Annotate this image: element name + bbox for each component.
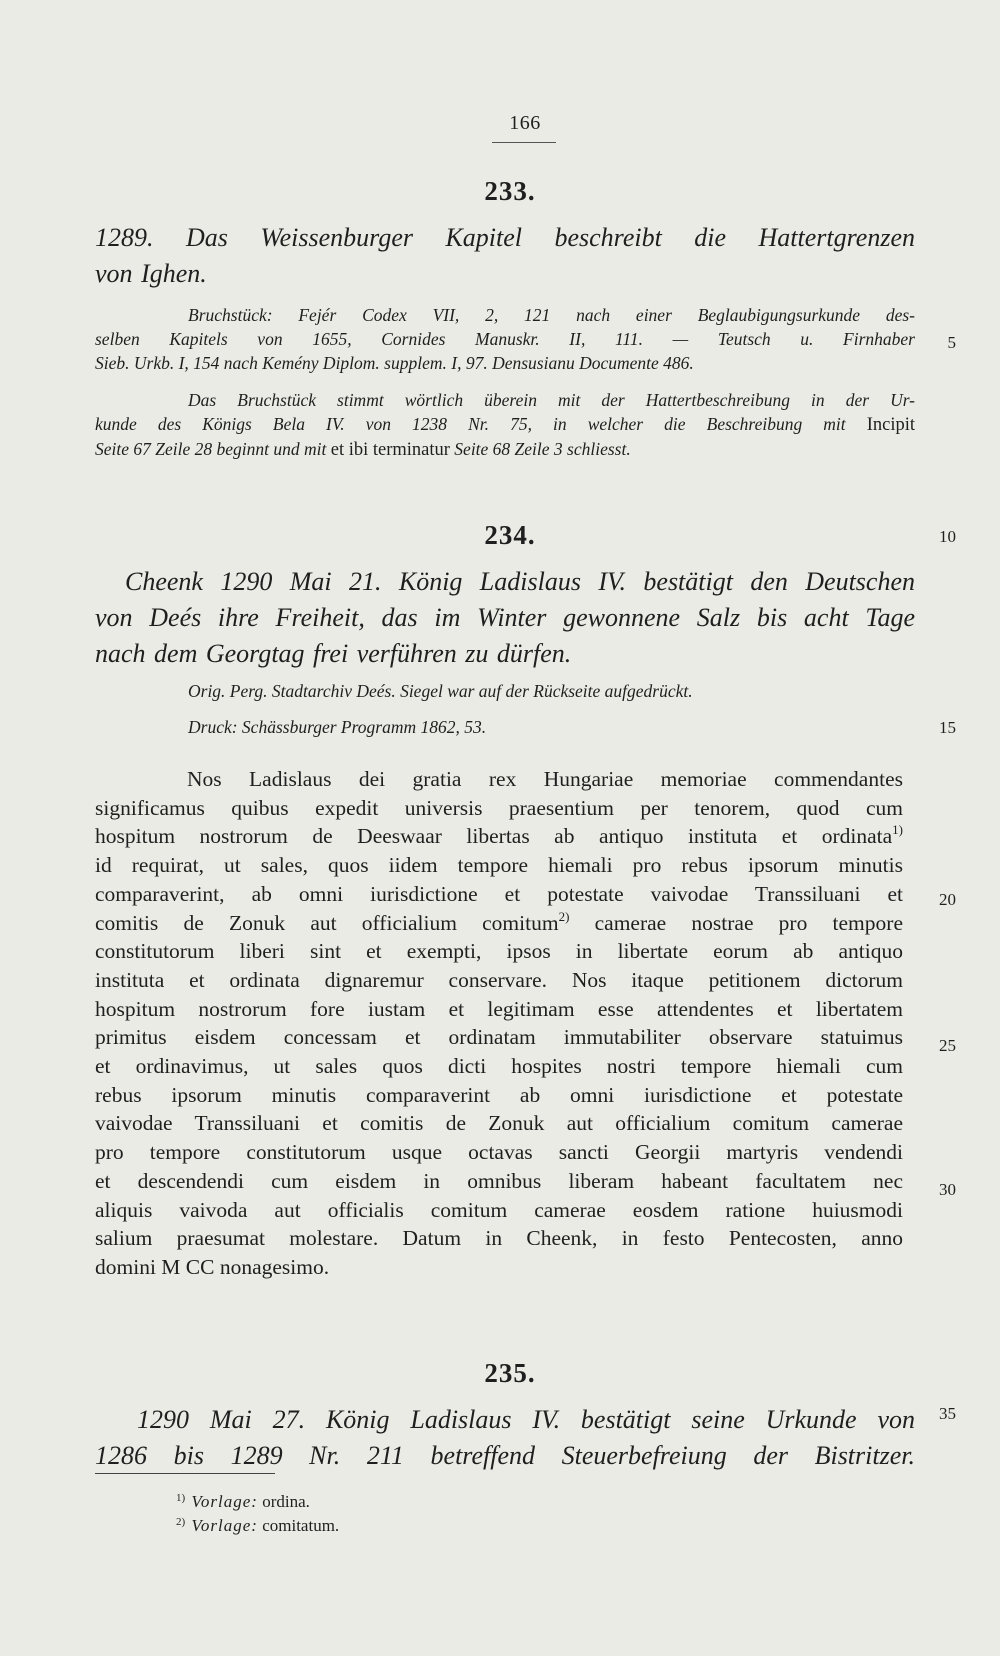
footnote-1 bbox=[176, 1487, 310, 1513]
heading-line: von Deés ihre Freiheit, das im Winter gewonnene Salz bis acht Tage bbox=[95, 603, 915, 632]
margin-line-number: 30 bbox=[939, 1180, 956, 1199]
text-line-content: comitis de Zonuk aut officialium comitum bbox=[95, 910, 559, 935]
text-line: aliquis vaivoda aut officialis comitum camerae eosdem ratione huiusmodi bbox=[95, 1197, 903, 1222]
margin-line-number: 15 bbox=[939, 718, 956, 737]
page-number-rule bbox=[492, 142, 556, 143]
text-line-content: hospitum nostrorum de Deeswaar libertas ab antiquo instituta et ordinata bbox=[95, 824, 893, 849]
margin-line-number: 25 bbox=[939, 1036, 956, 1055]
heading-line: von Ighen. bbox=[95, 259, 207, 288]
text-line: comparaverint, ab omni iurisdictione et potestate vaivodae Transsiluani et bbox=[95, 881, 903, 906]
text-line bbox=[95, 822, 903, 851]
margin-line-number: 35 bbox=[939, 1404, 956, 1423]
text-line: primitus eisdem concessam et ordinatam immutabiliter observare statuimus bbox=[95, 1025, 903, 1050]
footnote-text: ordina. bbox=[262, 1492, 310, 1511]
document-heading-233 bbox=[95, 220, 915, 292]
footnote-2 bbox=[176, 1511, 339, 1537]
note-line bbox=[95, 412, 915, 437]
text-line: domini M CC nonagesimo. bbox=[95, 1254, 330, 1279]
note-line-roman: et ibi terminatur bbox=[330, 440, 450, 460]
text-line: Nos Ladislaus dei gratia rex Hungariae memoriae commendantes bbox=[187, 767, 903, 791]
text-line: et ordinavimus, ut sales quos dicti hospites nostri tempore hiemali cum bbox=[95, 1054, 903, 1079]
text-line bbox=[95, 909, 903, 938]
document-heading-234 bbox=[95, 564, 915, 672]
footnote-ref-1[interactable]: 1) bbox=[892, 822, 903, 838]
heading-line: 1289. Das Weissenburger Kapitel beschreibt die Hattertgrenzen bbox=[95, 223, 915, 252]
note-line-roman: Incipit bbox=[866, 415, 916, 435]
text-line: rebus ipsorum minutis comparaverint ab omni iurisdictione et potestate bbox=[95, 1082, 903, 1107]
source-note-233 bbox=[95, 303, 915, 375]
note-line: Das Bruchstück stimmt wörtlich überein mit der Hattertbeschreibung in der Ur- bbox=[188, 390, 915, 410]
editorial-note-233 bbox=[95, 388, 915, 462]
source-line: selben Kapitels von 1655, Cornides Manuskr. II, 111. — Teutsch u. Firnhaber bbox=[95, 329, 915, 349]
footnote-separator bbox=[95, 1473, 275, 1474]
heading-line: Cheenk 1290 Mai 21. König Ladislaus IV. bestätigt den Deutschen bbox=[125, 567, 915, 596]
margin-line-number: 5 bbox=[947, 333, 956, 352]
text-line: constitutorum liberi sint et exempti, ipsos in libertate eorum ab antiquo bbox=[95, 939, 903, 964]
footnote-text: comitatum. bbox=[262, 1516, 340, 1535]
heading-line: nach dem Georgtag frei verführen zu dürfen. bbox=[95, 639, 572, 668]
print-note-234 bbox=[95, 715, 915, 739]
margin-line-number: 20 bbox=[939, 890, 956, 909]
footnote-mark: 2) bbox=[176, 1516, 186, 1528]
source-line: Sieb. Urkb. I, 154 nach Kemény Diplom. supplem. I, 97. Densusianu Documente 486. bbox=[95, 353, 694, 373]
note-line-italic: Seite 68 Zeile 3 schliesst. bbox=[454, 439, 631, 459]
text-line: salium praesumat molestare. Datum in Cheenk, in festo Pentecosten, anno bbox=[95, 1226, 903, 1251]
text-line: pro tempore constitutorum usque octavas sancti Georgii martyris vendendi bbox=[95, 1140, 903, 1165]
footnote-ref-2[interactable]: 2) bbox=[558, 908, 570, 924]
druck-line: Druck: Schässburger Programm 1862, 53. bbox=[188, 717, 487, 737]
original-note-234 bbox=[95, 679, 915, 703]
note-line-italic: Seite 67 Zeile 28 beginnt und mit bbox=[95, 439, 327, 459]
source-line: Bruchstück: Fejér Codex VII, 2, 121 nach einer Beglaubigungsurkunde des- bbox=[188, 305, 915, 325]
text-line: id requirat, ut sales, quos iidem tempore hiemali pro rebus ipsorum minutis bbox=[95, 853, 903, 878]
document-number-233: 233. bbox=[484, 176, 536, 206]
text-line: hospitum nostrorum fore iustam et legitimam esse attendentes et libertatem bbox=[95, 996, 903, 1021]
footnote-mark: 1) bbox=[176, 1492, 186, 1504]
margin-line-number: 10 bbox=[939, 527, 956, 546]
text-line: et descendendi cum eisdem in omnibus liberam habeant facultatem nec bbox=[95, 1168, 903, 1193]
orig-line: Orig. Perg. Stadtarchiv Deés. Siegel war auf der Rückseite aufgedrückt. bbox=[188, 681, 693, 701]
text-line: significamus quibus expedit universis praesentium per tenorem, quod cum bbox=[95, 795, 903, 820]
footnote-label: Vorlage: bbox=[191, 1492, 258, 1511]
heading-line: 1286 bis 1289 Nr. 211 betreffend Steuerbefreiung der Bistritzer. bbox=[95, 1441, 915, 1470]
note-line-italic: kunde des Königs Bela IV. von 1238 Nr. 75, in welcher die Beschreibung mit bbox=[95, 414, 846, 434]
text-line-content: camerae nostrae pro tempore bbox=[594, 910, 903, 935]
document-number-234: 234. bbox=[484, 520, 536, 550]
text-line: instituta et ordinata dignaremur conservare. Nos itaque petitionem dictorum bbox=[95, 967, 903, 992]
note-line bbox=[95, 437, 915, 462]
footnote-label: Vorlage: bbox=[191, 1516, 258, 1535]
text-line: vaivodae Transsiluani et comitis de Zonuk aut officialium comitum camerae bbox=[95, 1111, 903, 1136]
document-number-235: 235. bbox=[484, 1358, 536, 1388]
heading-line: 1290 Mai 27. König Ladislaus IV. bestätigt seine Urkunde von bbox=[137, 1405, 915, 1434]
page-number: 166 bbox=[509, 112, 541, 134]
charter-text-234 bbox=[95, 765, 903, 1282]
document-heading-235 bbox=[95, 1402, 915, 1474]
